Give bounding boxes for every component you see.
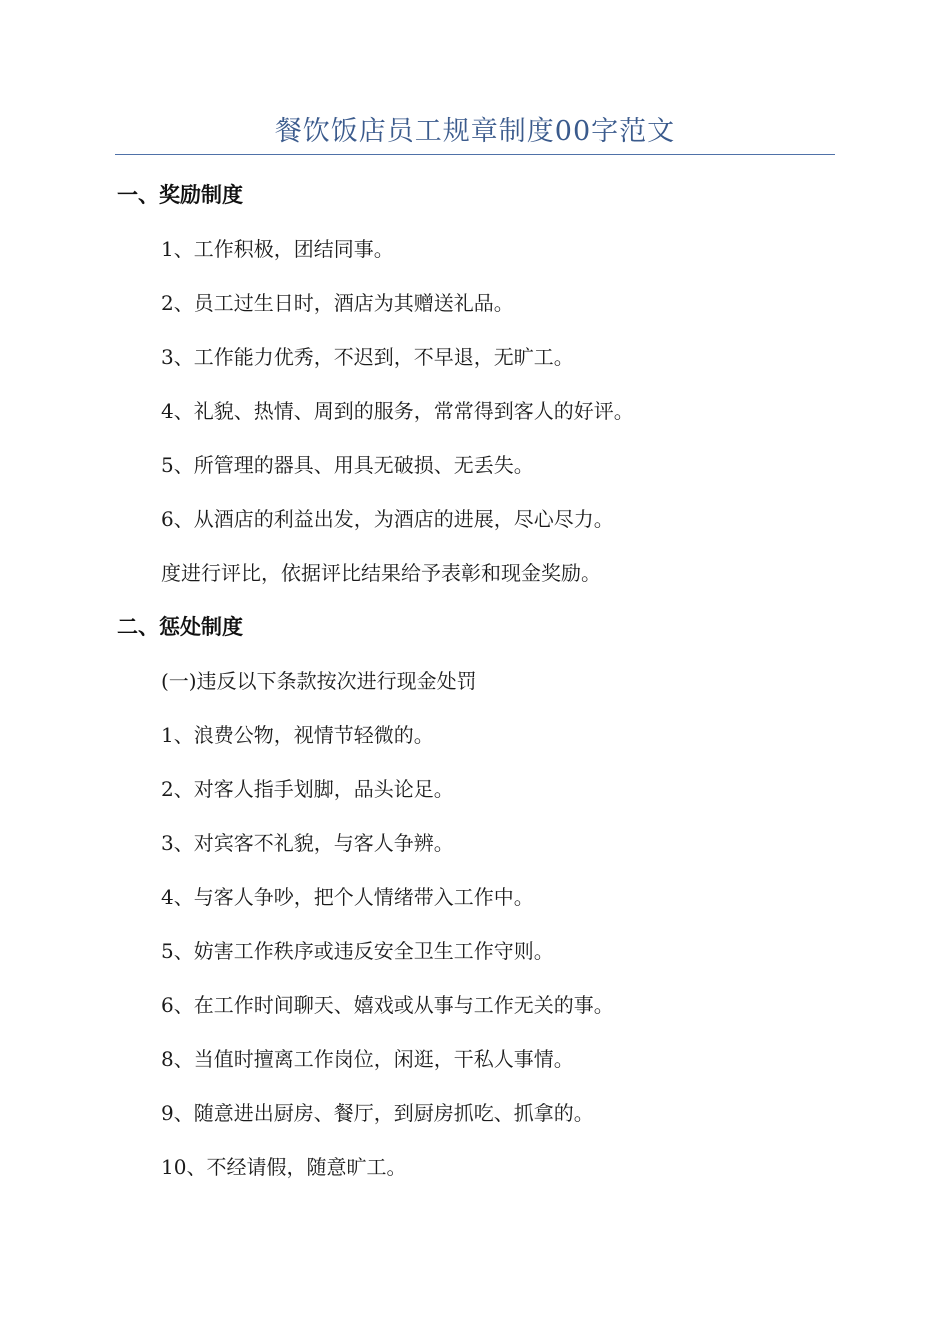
rewards-item-7: 度进行评比，依据评比结果给予表彰和现金奖励。 [161,561,601,585]
penalties-item-2: 2、对客人指手划脚，品头论足。 [161,777,454,801]
rewards-item-2: 2、员工过生日时，酒店为其赠送礼品。 [161,291,514,315]
section-heading-penalties: 二、惩处制度 [117,615,243,639]
title-underline [115,154,835,155]
rewards-item-1: 1、工作积极，团结同事。 [161,237,394,261]
rewards-item-6: 6、从酒店的利益出发，为酒店的进展，尽心尽力。 [161,507,614,531]
section-heading-rewards: 一、奖励制度 [117,183,243,207]
rewards-item-5: 5、所管理的器具、用具无破损、无丢失。 [161,453,534,477]
rewards-item-3: 3、工作能力优秀，不迟到，不早退，无旷工。 [161,345,574,369]
penalties-subheading: (一)违反以下条款按次进行现金处罚 [161,669,477,693]
penalties-item-10: 10、不经请假，随意旷工。 [161,1155,407,1179]
penalties-item-1: 1、浪费公物，视情节轻微的。 [161,723,434,747]
penalties-item-4: 4、与客人争吵，把个人情绪带入工作中。 [161,885,534,909]
penalties-item-9: 9、随意进出厨房、餐厅，到厨房抓吃、抓拿的。 [161,1101,594,1125]
penalties-item-8: 8、当值时擅离工作岗位，闲逛，干私人事情。 [161,1047,574,1071]
rewards-item-4: 4、礼貌、热情、周到的服务，常常得到客人的好评。 [161,399,634,423]
penalties-item-5: 5、妨害工作秩序或违反安全卫生工作守则。 [161,939,554,963]
penalties-item-3: 3、对宾客不礼貌，与客人争辨。 [161,831,454,855]
penalties-item-6: 6、在工作时间聊天、嬉戏或从事与工作无关的事。 [161,993,614,1017]
page-title: 餐饮饭店员工规章制度00字范文 [274,116,676,147]
